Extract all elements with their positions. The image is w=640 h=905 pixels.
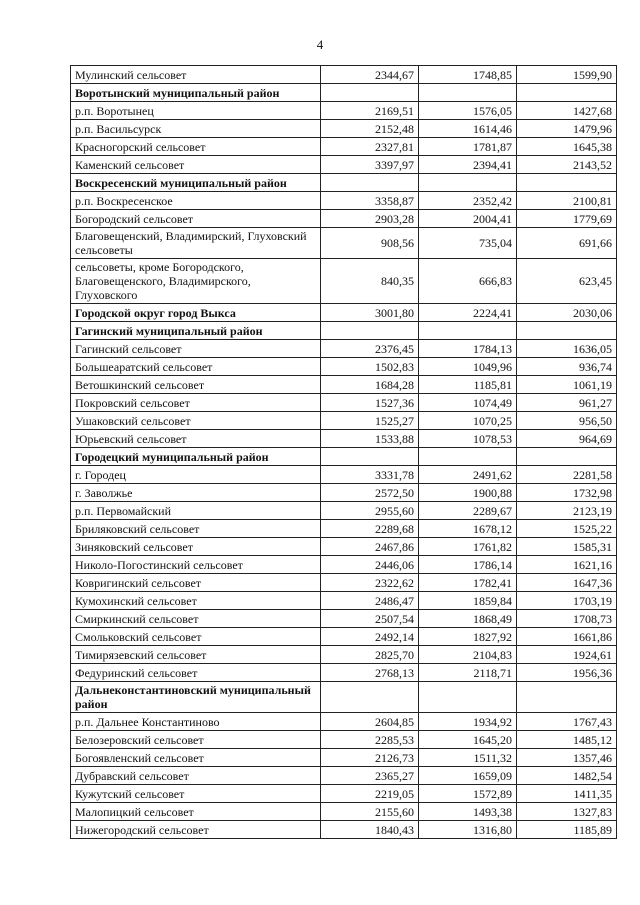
table-row [71,520,617,538]
table-section-row [71,682,617,713]
row-value-3-cell: 2100,81 [517,192,617,210]
row-value-3-cell: 936,74 [517,358,617,376]
table-row [71,228,617,259]
row-value-1-cell: 2327,81 [321,138,419,156]
row-value-1-cell: 2572,50 [321,484,419,502]
table-row [71,803,617,821]
table-row [71,538,617,556]
row-value-3-cell: 1767,43 [517,713,617,731]
row-value-2-cell: 1868,49 [419,610,517,628]
row-value-2-cell: 666,83 [419,259,517,304]
row-value-3-cell: 964,69 [517,430,617,448]
row-value-1-cell: 2169,51 [321,102,419,120]
table-row [71,466,617,484]
row-name-cell: Гагинский муниципальный район [71,322,321,340]
row-name-cell: Юрьевский сельсовет [71,430,321,448]
table-row [71,358,617,376]
row-value-2-cell: 1185,81 [419,376,517,394]
row-value-1-cell: 2768,13 [321,664,419,682]
row-name-cell: Белозеровский сельсовет [71,731,321,749]
table-row [71,610,617,628]
row-name-cell: Ковригинский сельсовет [71,574,321,592]
row-name-cell: Бриляковский сельсовет [71,520,321,538]
row-value-3-cell: 1732,98 [517,484,617,502]
row-value-1-cell: 2344,67 [321,66,419,84]
row-name-cell: р.п. Воскресенское [71,192,321,210]
row-value-2-cell: 2394,41 [419,156,517,174]
row-value-3-cell: 1661,86 [517,628,617,646]
row-name-cell: Гагинский сельсовет [71,340,321,358]
row-value-3-cell: 1357,46 [517,749,617,767]
row-value-3-cell: 1647,36 [517,574,617,592]
table-body [71,66,617,839]
row-value-2-cell: 2491,62 [419,466,517,484]
row-value-3-cell: 2123,19 [517,502,617,520]
row-value-2-cell: 1786,14 [419,556,517,574]
table-row [71,259,617,304]
row-value-3-cell [517,174,617,192]
row-value-3-cell: 1621,16 [517,556,617,574]
table-row [71,156,617,174]
row-value-3-cell: 1525,22 [517,520,617,538]
row-value-1-cell: 2289,68 [321,520,419,538]
row-value-2-cell: 1572,89 [419,785,517,803]
table-row [71,646,617,664]
row-value-2-cell: 1678,12 [419,520,517,538]
row-value-2-cell: 2104,83 [419,646,517,664]
row-value-1-cell: 2219,05 [321,785,419,803]
row-value-3-cell [517,682,617,713]
row-value-2-cell: 1576,05 [419,102,517,120]
row-value-3-cell: 623,45 [517,259,617,304]
table-section-row [71,322,617,340]
row-name-cell: Дубравский сельсовет [71,767,321,785]
row-name-cell: Городской округ город Выкса [71,304,321,322]
row-value-2-cell: 2004,41 [419,210,517,228]
row-value-2-cell: 1614,46 [419,120,517,138]
row-name-cell: Ветошкинский сельсовет [71,376,321,394]
table-row [71,731,617,749]
row-value-2-cell [419,322,517,340]
row-value-3-cell: 1708,73 [517,610,617,628]
table-row [71,574,617,592]
row-name-cell: г. Городец [71,466,321,484]
row-value-1-cell: 3397,97 [321,156,419,174]
row-value-1-cell: 2152,48 [321,120,419,138]
row-value-1-cell: 2955,60 [321,502,419,520]
row-value-3-cell [517,448,617,466]
row-name-cell: Воротынский муниципальный район [71,84,321,102]
table-row [71,138,617,156]
row-name-cell: р.п. Первомайский [71,502,321,520]
table-row [71,628,617,646]
row-value-3-cell: 1185,89 [517,821,617,839]
row-value-2-cell: 1511,32 [419,749,517,767]
row-name-cell: Федуринский сельсовет [71,664,321,682]
data-table [70,65,617,839]
row-value-1-cell: 2492,14 [321,628,419,646]
row-value-2-cell: 1074,49 [419,394,517,412]
row-value-3-cell: 1636,05 [517,340,617,358]
row-value-1-cell: 2486,47 [321,592,419,610]
row-value-1-cell [321,322,419,340]
table-row [71,664,617,682]
table-row [71,394,617,412]
row-value-3-cell: 961,27 [517,394,617,412]
table-row [71,120,617,138]
row-value-2-cell [419,174,517,192]
table-row [71,821,617,839]
row-value-3-cell: 1924,61 [517,646,617,664]
table-row [71,102,617,120]
table-row [71,502,617,520]
row-name-cell: Смиркинский сельсовет [71,610,321,628]
row-value-3-cell: 2143,52 [517,156,617,174]
row-name-cell: Кужутский сельсовет [71,785,321,803]
table-row [71,713,617,731]
row-value-1-cell: 2126,73 [321,749,419,767]
row-name-cell: р.п. Воротынец [71,102,321,120]
row-value-1-cell: 1525,27 [321,412,419,430]
row-value-2-cell: 1859,84 [419,592,517,610]
row-value-1-cell: 908,56 [321,228,419,259]
row-name-cell: Городецкий муниципальный район [71,448,321,466]
row-value-2-cell [419,84,517,102]
row-value-2-cell: 1659,09 [419,767,517,785]
page-number: 4 [316,37,324,52]
row-value-3-cell: 2281,58 [517,466,617,484]
row-name-cell: Мулинский сельсовет [71,66,321,84]
row-name-cell: Нижегородский сельсовет [71,821,321,839]
row-value-2-cell: 1049,96 [419,358,517,376]
row-value-1-cell: 2446,06 [321,556,419,574]
row-value-1-cell: 1684,28 [321,376,419,394]
row-name-cell: сельсоветы, кроме Богородского, Благовещенского, Владимирского, Глуховского [71,259,321,304]
row-value-2-cell [419,682,517,713]
row-value-2-cell: 1934,92 [419,713,517,731]
row-value-1-cell: 2903,28 [321,210,419,228]
row-value-3-cell [517,84,617,102]
row-name-cell: р.п. Васильсурск [71,120,321,138]
row-value-1-cell: 3358,87 [321,192,419,210]
row-value-2-cell: 1070,25 [419,412,517,430]
row-name-cell: Малопицкий сельсовет [71,803,321,821]
row-value-2-cell: 735,04 [419,228,517,259]
row-name-cell: Красногорский сельсовет [71,138,321,156]
row-value-3-cell: 1585,31 [517,538,617,556]
table-row [71,767,617,785]
row-value-1-cell [321,682,419,713]
row-value-1-cell: 2507,54 [321,610,419,628]
table-row [71,592,617,610]
row-value-3-cell: 956,50 [517,412,617,430]
row-value-1-cell: 2322,62 [321,574,419,592]
row-value-1-cell: 840,35 [321,259,419,304]
row-value-3-cell: 1327,83 [517,803,617,821]
row-value-1-cell: 1527,36 [321,394,419,412]
row-value-3-cell: 1482,54 [517,767,617,785]
table-section-row [71,448,617,466]
table-row [71,376,617,394]
row-name-cell: Николо-Погостинский сельсовет [71,556,321,574]
row-name-cell: Богородский сельсовет [71,210,321,228]
table-row [71,412,617,430]
row-value-3-cell: 1956,36 [517,664,617,682]
row-value-2-cell: 1078,53 [419,430,517,448]
row-value-1-cell: 1840,43 [321,821,419,839]
row-value-2-cell: 1784,13 [419,340,517,358]
row-value-2-cell: 1493,38 [419,803,517,821]
row-value-2-cell: 1781,87 [419,138,517,156]
row-value-1-cell: 3001,80 [321,304,419,322]
row-value-1-cell: 2155,60 [321,803,419,821]
row-value-2-cell: 1782,41 [419,574,517,592]
row-value-2-cell: 1900,88 [419,484,517,502]
row-value-2-cell [419,448,517,466]
row-value-2-cell: 2118,71 [419,664,517,682]
table-section-row [71,84,617,102]
row-value-1-cell: 1502,83 [321,358,419,376]
row-value-1-cell: 1533,88 [321,430,419,448]
row-name-cell: Тимирязевский сельсовет [71,646,321,664]
row-value-3-cell: 2030,06 [517,304,617,322]
row-value-2-cell: 1316,80 [419,821,517,839]
row-value-3-cell: 1427,68 [517,102,617,120]
row-value-3-cell: 1061,19 [517,376,617,394]
row-name-cell: Кумохинский сельсовет [71,592,321,610]
table-row [71,785,617,803]
row-value-1-cell [321,448,419,466]
table-row [71,430,617,448]
row-value-3-cell: 691,66 [517,228,617,259]
row-name-cell: Смольковский сельсовет [71,628,321,646]
row-value-3-cell [517,322,617,340]
table-row [71,484,617,502]
row-name-cell: Богоявленский сельсовет [71,749,321,767]
row-value-2-cell: 1761,82 [419,538,517,556]
row-value-2-cell: 2352,42 [419,192,517,210]
row-value-2-cell: 1748,85 [419,66,517,84]
row-value-3-cell: 1479,96 [517,120,617,138]
row-name-cell: Ушаковский сельсовет [71,412,321,430]
table-section-row [71,304,617,322]
row-name-cell: Благовещенский, Владимирский, Глуховский сельсоветы [71,228,321,259]
row-name-cell: Воскресенский муниципальный район [71,174,321,192]
row-value-3-cell: 1703,19 [517,592,617,610]
row-value-1-cell: 2285,53 [321,731,419,749]
row-value-3-cell: 1599,90 [517,66,617,84]
table-row [71,340,617,358]
row-name-cell: Каменский сельсовет [71,156,321,174]
row-value-2-cell: 1827,92 [419,628,517,646]
row-value-2-cell: 1645,20 [419,731,517,749]
row-value-1-cell: 2825,70 [321,646,419,664]
row-name-cell: р.п. Дальнее Константиново [71,713,321,731]
row-value-3-cell: 1411,35 [517,785,617,803]
row-value-1-cell: 2467,86 [321,538,419,556]
row-value-3-cell: 1645,38 [517,138,617,156]
row-value-1-cell [321,174,419,192]
row-value-1-cell: 2365,27 [321,767,419,785]
table-section-row [71,174,617,192]
row-value-3-cell: 1779,69 [517,210,617,228]
row-name-cell: Дальнеконстантиновский муниципальный район [71,682,321,713]
table-row [71,556,617,574]
table-row [71,749,617,767]
row-name-cell: Большеаратский сельсовет [71,358,321,376]
row-value-2-cell: 2224,41 [419,304,517,322]
table-row [71,210,617,228]
row-value-1-cell [321,84,419,102]
row-value-1-cell: 2604,85 [321,713,419,731]
row-name-cell: Покровский сельсовет [71,394,321,412]
table-row [71,66,617,84]
row-name-cell: г. Заволжье [71,484,321,502]
row-value-2-cell: 2289,67 [419,502,517,520]
row-value-1-cell: 3331,78 [321,466,419,484]
table-row [71,192,617,210]
row-name-cell: Зиняковский сельсовет [71,538,321,556]
row-value-3-cell: 1485,12 [517,731,617,749]
row-value-1-cell: 2376,45 [321,340,419,358]
